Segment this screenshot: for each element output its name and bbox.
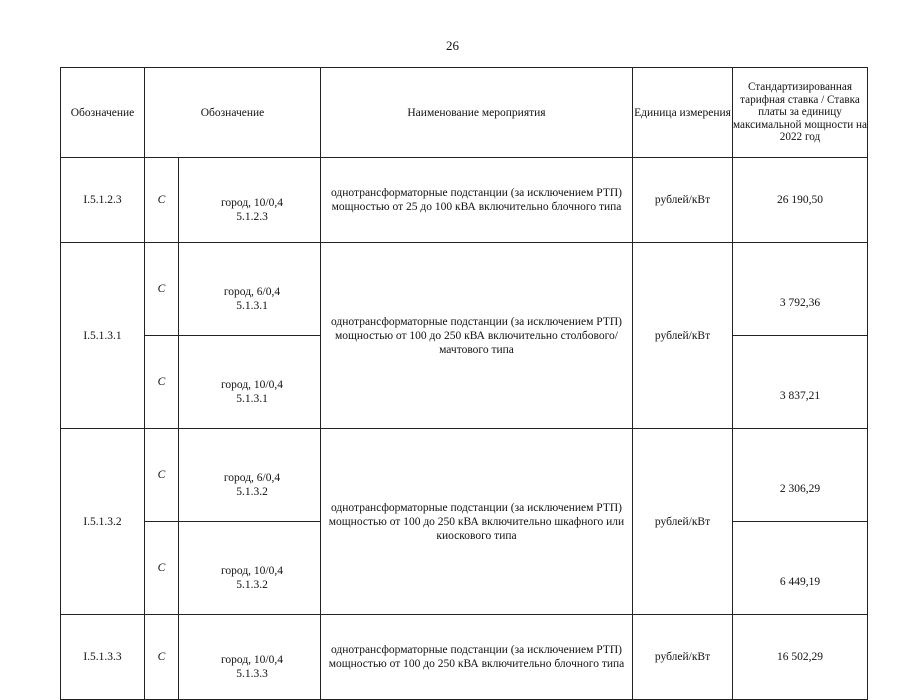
- unit-cell: рублей/кВт: [633, 243, 733, 429]
- sub-designation-line2: 5.1.3.2: [236, 579, 268, 591]
- row-code: I.5.1.3.3: [61, 615, 145, 700]
- header-unit: Единица измерения: [633, 68, 733, 158]
- table-row: [61, 243, 868, 336]
- rate-value: 2 306,29: [733, 429, 868, 522]
- sub-designation-line2: 5.1.3.1: [236, 300, 268, 312]
- sub-designation: [179, 158, 321, 243]
- table-row: [61, 429, 868, 522]
- symbol-c: C: [145, 243, 179, 336]
- sub-designation: [179, 522, 321, 615]
- symbol-c: C: [145, 522, 179, 615]
- sub-designation-line1: город, 10/0,4: [220, 197, 284, 209]
- sub-designation: [179, 429, 321, 522]
- rate-value: 3 792,36: [733, 243, 868, 336]
- sub-designation-line1: город, 6/0,4: [223, 472, 281, 484]
- sub-designation-line1: город, 6/0,4: [223, 286, 281, 298]
- row-code: I.5.1.3.2: [61, 429, 145, 615]
- rate-value: 3 837,21: [733, 336, 868, 429]
- header-designation-2: Обозначение: [145, 68, 321, 158]
- rate-value: 16 502,29: [733, 615, 868, 700]
- sub-designation-line1: город, 10/0,4: [220, 565, 284, 577]
- header-designation-1: Обозначение: [61, 68, 145, 158]
- measure-name: однотрансформаторные подстанции (за исключением РТП) мощностью от 100 до 250 кВА включительно блочного типа: [321, 615, 633, 700]
- header-rate: Стандартизированная тарифная ставка / Ставка платы за единицу максимальной мощности на 2022 год: [733, 68, 868, 158]
- row-code: I.5.1.2.3: [61, 158, 145, 243]
- tariff-table: [60, 67, 868, 700]
- measure-name: однотрансформаторные подстанции (за исключением РТП) мощностью от 25 до 100 кВА включительно блочного типа: [321, 158, 633, 243]
- sub-designation-line1: город, 10/0,4: [220, 379, 284, 391]
- table-row: [61, 158, 868, 243]
- page-number: 26: [446, 38, 459, 53]
- sub-designation: [179, 615, 321, 700]
- unit-cell: рублей/кВт: [633, 158, 733, 243]
- table-header-row: [61, 68, 868, 158]
- symbol-c: C: [145, 615, 179, 700]
- symbol-c: C: [145, 429, 179, 522]
- unit-cell: рублей/кВт: [633, 429, 733, 615]
- sub-designation-line2: 5.1.3.2: [236, 486, 268, 498]
- sub-designation-line1: город, 10/0,4: [220, 654, 284, 666]
- symbol-c: C: [145, 158, 179, 243]
- measure-name: однотрансформаторные подстанции (за исключением РТП) мощностью от 100 до 250 кВА включительно столбового/мачтового типа: [321, 243, 633, 429]
- sub-designation-line2: 5.1.2.3: [236, 211, 268, 223]
- sub-designation-line2: 5.1.3.3: [236, 668, 268, 680]
- measure-name: однотрансформаторные подстанции (за исключением РТП) мощностью от 100 до 250 кВА включительно шкафного или киоскового типа: [321, 429, 633, 615]
- table-row: [61, 615, 868, 700]
- symbol-c: C: [145, 336, 179, 429]
- sub-designation-line2: 5.1.3.1: [236, 393, 268, 405]
- rate-value: 26 190,50: [733, 158, 868, 243]
- unit-cell: рублей/кВт: [633, 615, 733, 700]
- sub-designation: [179, 243, 321, 336]
- sub-designation: [179, 336, 321, 429]
- header-name: Наименование мероприятия: [321, 68, 633, 158]
- row-code: I.5.1.3.1: [61, 243, 145, 429]
- rate-value: 6 449,19: [733, 522, 868, 615]
